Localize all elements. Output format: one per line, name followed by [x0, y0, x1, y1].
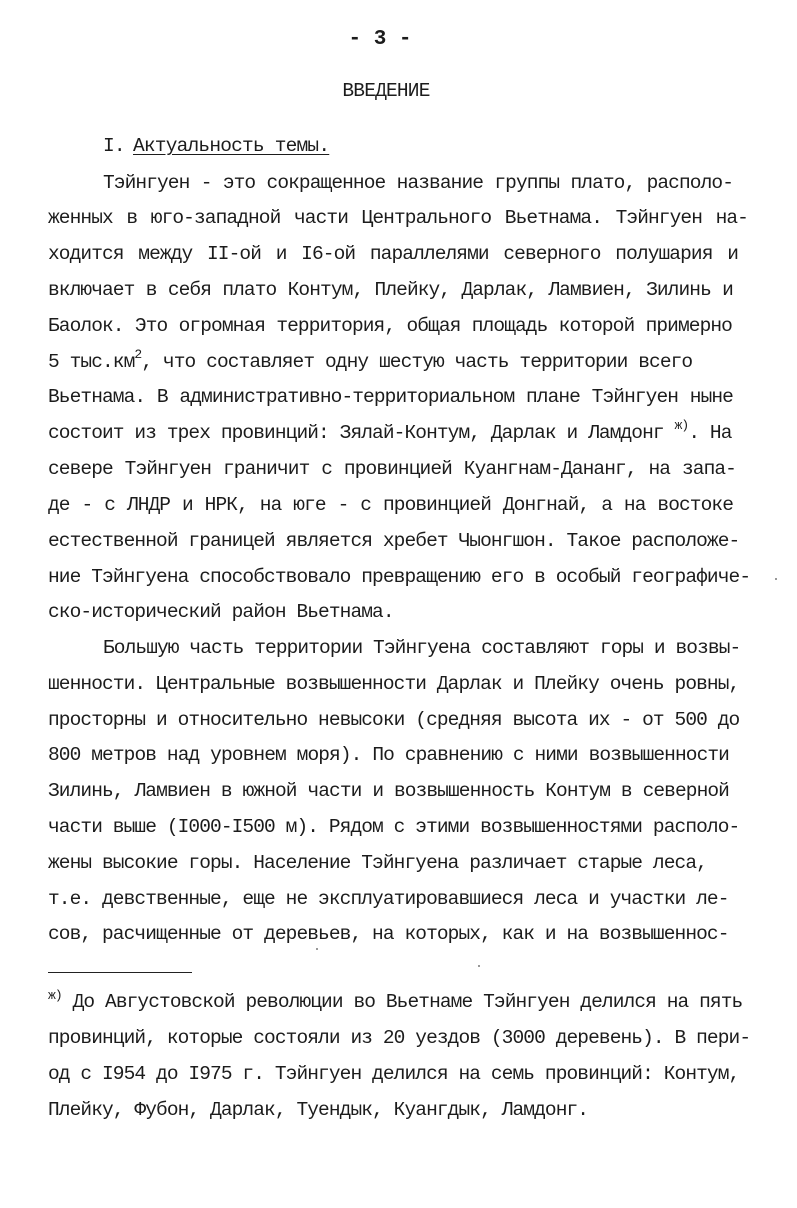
paragraph-line: т.е. девственные, еще не эксплуатировавшиеся леса и участки ле- [48, 888, 729, 910]
paragraph-line [48, 417, 748, 444]
paragraph-line: шенности. Центральные возвышенности Дарлак и Плейку очень ровны, [48, 673, 740, 695]
footnote-reference: ж) [674, 417, 689, 433]
paragraph-line: ние Тэйнгуена способствовало превращению его в особый географиче- [48, 566, 751, 588]
footnote-separator [48, 972, 192, 973]
section-title [103, 135, 329, 157]
section-title-text: Актуальность темы. [133, 135, 330, 157]
superscript-2: 2 [134, 346, 142, 362]
page-heading: ВВЕДЕНИЕ [342, 80, 430, 102]
footnote-line: провинций, которые состояли из 20 уездов (3000 деревень). В пери- [48, 1027, 751, 1049]
footnote-line: од с I954 до I975 г. Тэйнгуен делился на семь провинций: Контум, [48, 1063, 740, 1085]
paragraph-line: женных в юго-западной части Центрального Вьетнама. Тэйнгуен на- [48, 207, 748, 229]
paragraph-line: Вьетнама. В административно-территориальном плане Тэйнгуен ныне [48, 386, 733, 408]
paragraph-line: Тэйнгуен - это сокращенное название группы плато, располо- [103, 172, 733, 194]
provinces-continuation: . На [688, 422, 732, 444]
paragraph-line: севере Тэйнгуен граничит с провинцией Куангнам-Дананг, на запа- [48, 458, 736, 480]
paragraph-line: сов, расчищенные от деревьев, на которых, как и на возвышеннос- [48, 923, 729, 945]
paragraph-line: включает в себя плато Контум, Плейку, Дарлак, Ламвиен, Зилинь и [48, 279, 733, 301]
paragraph-line: де - с ЛНДР и НРК, на юге - с провинцией Донгнай, а на востоке [48, 494, 733, 516]
area-continuation: , что составляет одну шестую часть территории всего [141, 351, 693, 373]
paragraph-line: Большую часть территории Тэйнгуена составляют горы и возвы- [103, 637, 741, 659]
footnote-mark: ж) [48, 988, 62, 1003]
paragraph-line: естественной границей является хребет Чыонгшон. Такое расположе- [48, 530, 740, 552]
paragraph-line: Баолок. Это огромная территория, общая площадь которой примерно [48, 315, 732, 337]
section-number: I. [103, 135, 125, 157]
area-value: 5 тыс.км [48, 351, 135, 373]
scan-speck [316, 948, 318, 950]
footnote-line [48, 988, 753, 1013]
footnote-text: До Августовской революции во Вьетнаме Тэйнгуен делился на пять [61, 991, 743, 1013]
scan-speck [478, 965, 480, 967]
footnote-line: Плейку, Фубон, Дарлак, Туендык, Куангдык, Ламдонг. [48, 1099, 589, 1121]
paragraph-line: 800 метров над уровнем моря). По сравнению с ними возвышенности [48, 744, 729, 766]
paragraph-line: жены высокие горы. Население Тэйнгуена различает старые леса, [48, 852, 707, 874]
paragraph-line: просторны и относительно невысоки (средняя высота их - от 500 до [48, 709, 740, 731]
scan-speck [775, 578, 777, 580]
paragraph-line: части выше (I000-I500 м). Рядом с этими возвышенностями располо- [48, 816, 740, 838]
paragraph-line: ско-исторический район Вьетнама. [48, 601, 394, 623]
provinces-text: состоит из трех провинций: Зялай-Контум, Дарлак и Ламдонг [48, 422, 675, 444]
paragraph-line: Зилинь, Ламвиен в южной части и возвышенность Контум в северной [48, 780, 729, 802]
paragraph-line [48, 346, 748, 373]
page-number: - 3 - [348, 28, 412, 51]
paragraph-line: ходится между II-ой и I6-ой параллелями северного полушария и [48, 243, 738, 265]
